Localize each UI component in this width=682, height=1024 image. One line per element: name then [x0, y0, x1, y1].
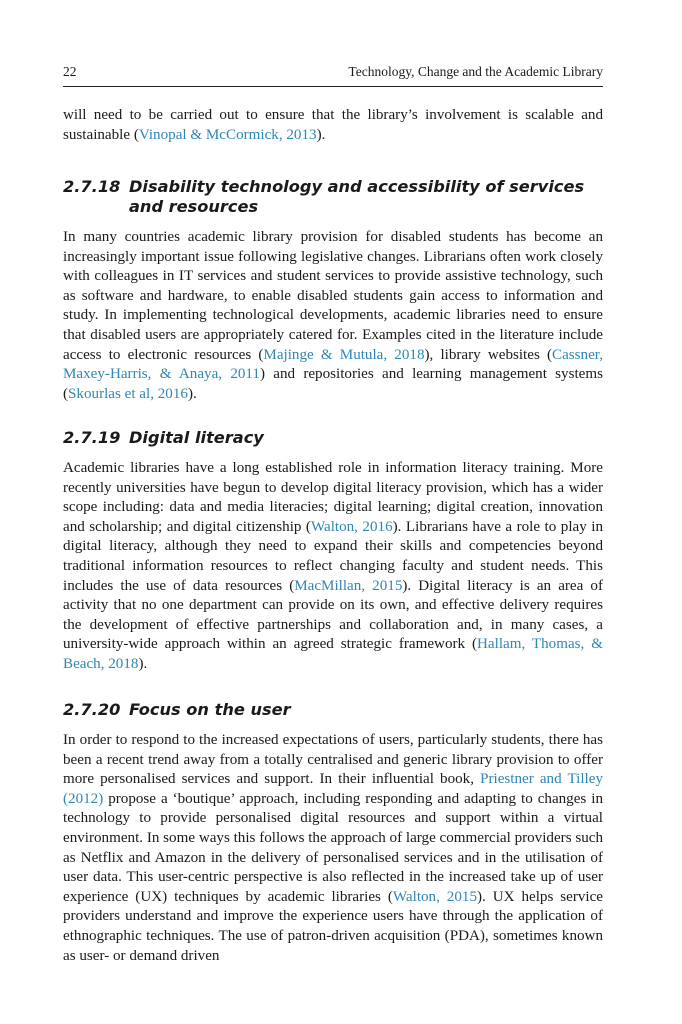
paragraph-text: In many countries academic library provision for disabled students has become an increasingly important issue following legislative changes. Librarians often work closely with colleagues in IT services and student services to provide assistive technology, such as software and hardware, to enable disabled students gain access to information and study. In implementing technological developments, academic libraries need to ensure that disabled users are appropriately catered for. Examples cited in the literature include access to electronic resources (: [63, 229, 603, 363]
citation-skourlas[interactable]: Skourlas et al, 2016: [68, 385, 188, 402]
citation-walton-2016[interactable]: Walton, 2016: [310, 518, 393, 535]
paragraph-text: ).: [138, 655, 148, 672]
paragraph-text: In order to respond to the increased expectations of users, particularly students, there has been a recent trend away from a totally centralised and generic library provision to offer more personalised services and support. In their influential book,: [63, 732, 603, 788]
running-title: Technology, Change and the Academic Library: [348, 64, 603, 79]
paragraph-text: ), library websites (: [424, 346, 553, 363]
citation-vinopal-mccormick[interactable]: Vinopal & McCormick, 2013: [138, 126, 317, 143]
section-title: Focus on the user: [129, 700, 291, 719]
citation-walton-2015[interactable]: Walton, 2015: [392, 888, 477, 905]
page-number: 22: [63, 64, 77, 79]
section-heading-2-7-18: [63, 177, 603, 217]
paragraph-focus-user: [63, 731, 603, 966]
section-title: Disability technology and accessibility of services and resources: [129, 177, 585, 216]
paragraph-digital-literacy: [63, 459, 603, 675]
intro-text-a: will need to be carried out to ensure that the library’s involvement is scalable and sustainable (: [63, 107, 603, 143]
section-number: 2.7.19: [63, 428, 121, 447]
citation-cassner[interactable]: Cassner, Maxey-Harris, & Anaya, 2011: [63, 346, 603, 383]
paragraph-text: ). UX helps service providers understand and improve the experience users have through the application of ethnographic techniques. The use of patron-driven acquisition (PDA), sometimes known as user- or demand driven: [63, 888, 603, 964]
paragraph-text: Academic libraries have a long established role in information literacy training. More recently universities have begun to develop digital literacy provision, which has a wider scope including: data and media literacies; digital learning; digital creation, innovation and scholarship; and digital citizenship (: [63, 460, 603, 535]
citation-macmillan[interactable]: MacMillan, 2015: [294, 577, 403, 594]
paragraph-text: propose a ‘boutique’ approach, including responding and adapting to changes in technology to provide personalised digital resources and support within a virtual environment. In some ways this follows the approach of large commercial providers such as Netflix and Amazon in the delivery of personalised services and in the utilisation of user data. This user-centric perspective is also reflected in the increased take up of user experience (UX) techniques by academic libraries (: [63, 790, 604, 905]
paragraph-text: ). Librarians have a role to play in digital literacy, although they need to expand their skills and competencies beyond traditional information resources to reflect changing faculty and student needs. This includes the use of data resources (: [63, 518, 603, 594]
running-head: [63, 62, 603, 87]
section-heading-2-7-20: [63, 700, 603, 720]
paragraph-disability: [63, 228, 603, 404]
book-page: [63, 0, 603, 1024]
section-number: 2.7.18: [63, 177, 121, 196]
intro-paragraph: [63, 106, 603, 145]
intro-text-b: ).: [316, 126, 326, 143]
paragraph-text: ) and repositories and learning management systems (: [63, 366, 603, 402]
citation-majinge-mutula[interactable]: Majinge & Mutula, 2018: [263, 346, 425, 363]
citation-priestner-tilley[interactable]: Priestner and Tilley (2012): [63, 771, 603, 807]
section-heading-2-7-19: [63, 428, 603, 448]
section-number: 2.7.20: [63, 700, 121, 719]
section-title: Digital literacy: [129, 428, 264, 447]
citation-hallam[interactable]: Hallam, Thomas, & Beach, 2018: [63, 636, 603, 672]
paragraph-text: ).: [187, 385, 197, 402]
paragraph-text: ). Digital literacy is an area of activity that no one department can provide on its own, and effective delivery requires the development of effective partnerships and collaboration and, in many cases, a university-wide approach within an agreed strategic framework (: [63, 577, 603, 653]
